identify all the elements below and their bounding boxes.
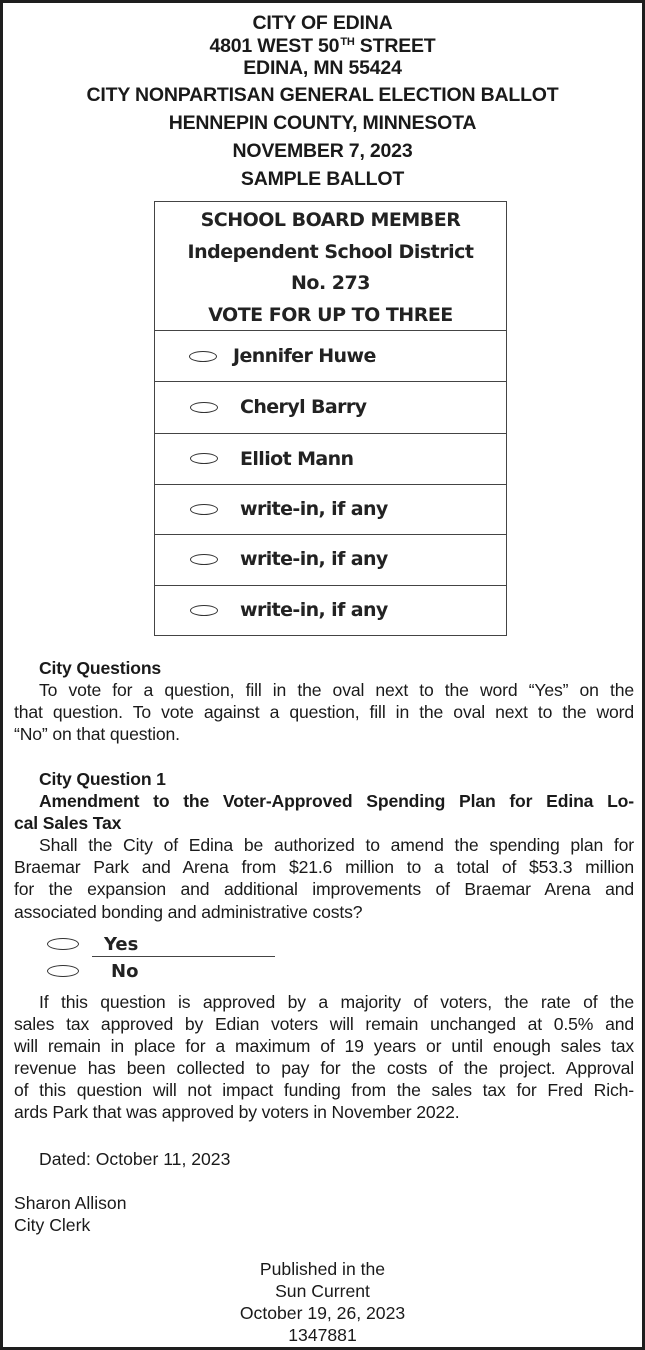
- write-in-row[interactable]: [155, 485, 506, 535]
- question-body-line: associated bonding and administrative costs?: [14, 901, 363, 922]
- vote-oval-icon[interactable]: [190, 605, 218, 616]
- contest-number: No. 273: [291, 272, 370, 294]
- explanation-line: of this question will not impact funding from the sales tax for Fred Rich-: [14, 1080, 634, 1101]
- question-title-line: [14, 790, 634, 812]
- contest-instruction: VOTE FOR UP TO THREE: [208, 303, 453, 326]
- publication-dates: October 19, 26, 2023: [239, 1303, 406, 1323]
- candidate-row[interactable]: [155, 382, 506, 434]
- city-name: CITY OF EDINA: [252, 12, 393, 34]
- candidate-name: Elliot Mann: [240, 448, 354, 470]
- instructions-line: that question. To vote against a question, fill in the oval next to the word: [14, 702, 634, 723]
- address-number: 4801 WEST 50: [209, 35, 340, 57]
- write-in-label: write-in, if any: [240, 498, 388, 520]
- vote-oval-icon[interactable]: [190, 453, 218, 464]
- vote-oval-icon[interactable]: [190, 554, 218, 565]
- write-in-label: write-in, if any: [240, 548, 388, 570]
- address-street: STREET: [354, 35, 436, 57]
- ballot-type: CITY NONPARTISAN GENERAL ELECTION BALLOT: [86, 84, 559, 106]
- question-body-line: Braemar Park and Arena from $21.6 million to a total of $53.3 million: [14, 857, 634, 878]
- question-heading: [14, 768, 634, 790]
- city-questions-section: [14, 657, 634, 745]
- candidate-row[interactable]: [155, 434, 506, 485]
- write-in-row[interactable]: [155, 535, 506, 586]
- vote-oval-icon[interactable]: [190, 402, 218, 413]
- question-explanation: [14, 991, 634, 1124]
- candidate-name: Cheryl Barry: [240, 396, 367, 418]
- explanation-line: will remain in place for a maximum of 19 years or until enough sales tax: [14, 1036, 634, 1057]
- contest-title: SCHOOL BOARD MEMBER: [200, 209, 461, 231]
- vote-oval-icon[interactable]: [190, 504, 218, 515]
- explanation-text: If this question is approved by a majority of voters, the rate of the: [39, 992, 634, 1012]
- city-question-1-section: [14, 768, 634, 923]
- question-body-line: [14, 834, 634, 856]
- city-state-zip: EDINA, MN 55424: [243, 57, 402, 79]
- explanation-line: ards Park that was approved by voters in November 2022.: [14, 1102, 460, 1123]
- yes-label: Yes: [104, 934, 139, 955]
- question-title-text: Amendment to the Voter-Approved Spending Plan for Edina Lo-: [39, 791, 634, 812]
- address-superscript: TH: [340, 36, 355, 48]
- election-date: NOVEMBER 7, 2023: [232, 140, 413, 162]
- publication-id: 1347881: [288, 1325, 357, 1345]
- yes-oval-icon[interactable]: [47, 938, 79, 950]
- contest-header: [155, 202, 506, 331]
- no-oval-icon[interactable]: [47, 965, 79, 977]
- publication-line-1: Published in the: [259, 1259, 386, 1279]
- dated-line: Dated: October 11, 2023: [39, 1149, 231, 1169]
- candidate-row[interactable]: [155, 331, 506, 382]
- vote-oval-icon[interactable]: [189, 351, 217, 362]
- write-in-label: write-in, if any: [240, 599, 388, 621]
- heading-text: City Questions: [39, 658, 162, 678]
- school-board-contest: [154, 201, 507, 636]
- instructions-line: [14, 679, 634, 701]
- contest-district: Independent School District: [187, 240, 474, 263]
- signer-title: City Clerk: [14, 1215, 91, 1235]
- question-title-line: cal Sales Tax: [14, 813, 122, 834]
- write-in-row[interactable]: [155, 586, 506, 636]
- no-label: No: [111, 961, 139, 982]
- explanation-line: [14, 991, 634, 1013]
- question-body-text: Shall the City of Edina be authorized to amend the spending plan for: [39, 835, 634, 856]
- publication-name: Sun Current: [275, 1281, 370, 1301]
- sample-ballot-label: SAMPLE BALLOT: [240, 168, 405, 190]
- question-body-line: for the expansion and additional improvements of Braemar Arena and: [14, 879, 634, 900]
- question-heading-text: City Question 1: [39, 769, 166, 789]
- instructions-line: “No” on that question.: [14, 724, 180, 745]
- candidate-name: Jennifer Huwe: [233, 345, 376, 367]
- city-questions-heading: [14, 657, 634, 679]
- explanation-line: sales tax approved by Edian voters will remain unchanged at 0.5% and: [14, 1014, 634, 1035]
- city-address: [3, 36, 642, 59]
- county-state: HENNEPIN COUNTY, MINNESOTA: [168, 112, 477, 134]
- instructions-text: To vote for a question, fill in the oval next to the word “Yes” on the: [39, 680, 634, 701]
- signer-name: Sharon Allison: [14, 1193, 127, 1213]
- explanation-line: revenue has been collected to pay for the costs of the project. Approval: [14, 1058, 634, 1079]
- yes-underline: [92, 956, 275, 957]
